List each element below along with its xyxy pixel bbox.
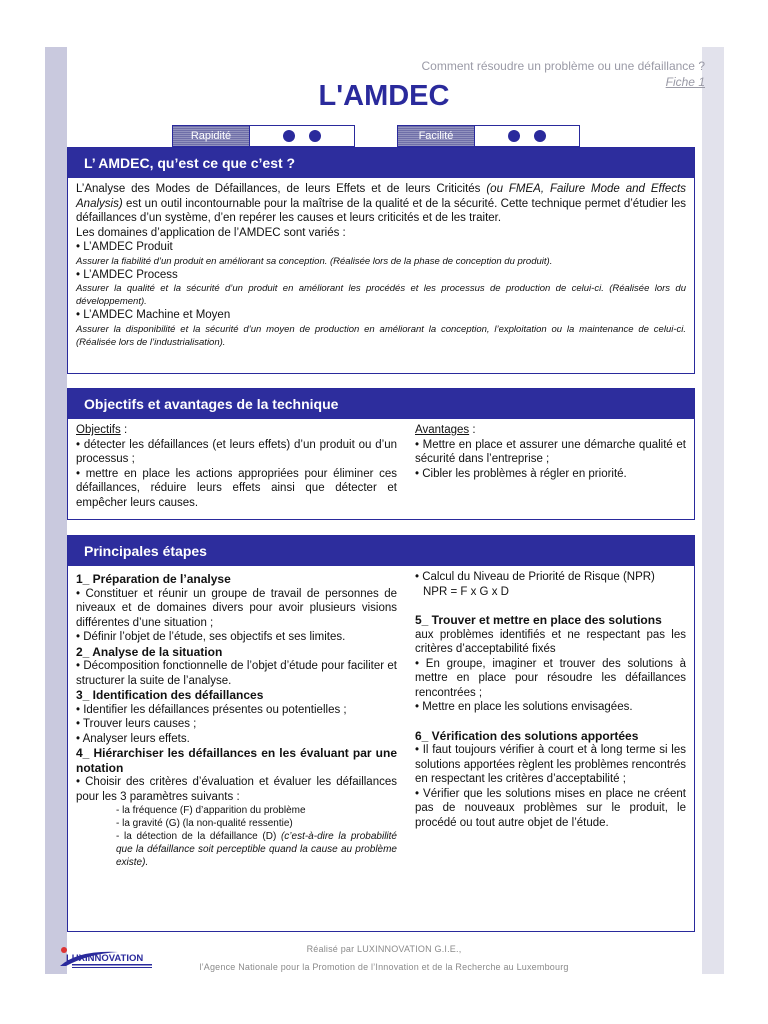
step-item: • Vérifier que les solutions mises en place ne créent pas de nouveaux problèmes sur le produit, le procédé ou tout autre objet de l’étude.	[415, 787, 686, 829]
logo-text: LUXINNOVATION	[66, 953, 144, 964]
parameter-note: (c’est-à-dire la probabilité que la défaillance soit perceptible quand la cause au problème existe).	[116, 831, 397, 868]
footer-agency: l’Agence Nationale pour la Promotion de l’Innovation et de la Recherche au Luxembourg	[199, 962, 569, 972]
objectives-label: Objectifs	[76, 424, 121, 436]
step-item: • Il faut toujours vérifier à court et à long terme si les solutions apportées règlent les problèmes rencontrés en respectant les critères d’acceptabilité ;	[415, 744, 686, 785]
rapidite-dots	[250, 126, 354, 146]
fiche-link[interactable]: Fiche 1	[665, 75, 705, 89]
npr-item: • Calcul du Niveau de Priorité de Risque (NPR)	[415, 571, 655, 583]
facilite-dots	[475, 126, 579, 146]
objectives-column: Objectifs : • détecter les défaillances (et leurs effets) d’un produit ou d’un processus ; • mettre en place les actions appropriées pour éliminer ces défaillances, réduire leurs effets ainsi que détecter et empêcher leurs causes.	[76, 424, 397, 509]
facilite-rating	[397, 125, 580, 147]
intro-text: L’Analyse des Modes de Défaillances, de leurs Effets et de leurs Criticités	[76, 183, 487, 195]
advantages-label: Avantages	[415, 424, 470, 436]
parameter-item	[76, 830, 397, 869]
page-title: L'AMDEC	[318, 80, 450, 112]
rating-dot	[309, 130, 321, 142]
section-objectives	[67, 388, 695, 520]
parameter-text: - la détection de la défaillance (D)	[116, 831, 281, 842]
intro-acronym: (ou FMEA, Failure Mode and Effects Analysis)	[76, 183, 686, 210]
step-heading: 2_ Analyse de la situation	[76, 644, 223, 659]
domain-note: Assurer la qualité et la sécurité d’un produit en améliorant les procédés et les processus de production de celui-ci. (Réalisée lors du développement).	[76, 283, 686, 307]
facilite-label: Facilité	[398, 126, 475, 146]
steps-left-column	[76, 570, 415, 869]
rapidite-label: Rapidité	[173, 126, 250, 146]
domain-note: Assurer la disponibilité et la sécurité d’un moyen de production en améliorant la conception, l’exploitation ou la maintenance de celui-ci. (Réalisée lors de l’industrialisation).	[76, 323, 686, 348]
parameter-item: - la fréquence (F) d’apparition du problème	[116, 805, 306, 816]
step-heading: 1_ Préparation de l’analyse	[76, 572, 231, 586]
rating-dot	[508, 130, 520, 142]
domain-item: • L’AMDEC Produit	[76, 241, 173, 253]
advantage-item: • Mettre en place et assurer une démarche qualité et sécurité dans l’entreprise ;	[415, 438, 686, 465]
step-heading: 6_ Vérification des solutions apportées	[415, 728, 639, 743]
npr-formula: NPR = F x G x D	[423, 585, 509, 598]
section-body	[68, 566, 694, 873]
section-title: L’ AMDEC, qu’est ce que c’est ?	[68, 148, 694, 178]
step-item: • Mettre en place les solutions envisagées.	[415, 701, 633, 713]
section-steps	[67, 535, 695, 932]
intro-paragraph	[76, 182, 686, 226]
advantages-column: Avantages : • Mettre en place et assurer une démarche qualité et sécurité dans l’entreprise ; • Cibler les problèmes à régler en priorité.	[415, 424, 686, 480]
step-item: • Trouver leurs causes ;	[76, 718, 197, 730]
section-definition	[67, 147, 695, 374]
step-heading: 4_ Hiérarchiser les défaillances en les évaluant par une notation	[76, 746, 397, 775]
step-item: • Choisir des critères d’évaluation et évaluer les défaillances pour les 3 paramètres suivants :	[76, 776, 397, 803]
domain-item: • L’AMDEC Process	[76, 268, 178, 281]
rating-dot	[283, 130, 295, 142]
step-item: aux problèmes identifiés et ne respectant pas les critères d’acceptabilité fixés	[415, 628, 686, 655]
rapidite-rating	[172, 125, 355, 147]
steps-right-column	[415, 570, 686, 869]
step-item: • Identifier les défaillances présentes ou potentielles ;	[76, 703, 347, 716]
step-item: • Analyser leurs effets.	[76, 732, 190, 745]
intro-text-end: est un outil incontournable pour la maîtrise de la qualité et de la sécurité. Cette technique permet d’étudier les défaillances d’un système, d’en repérer les causes et leurs criticités et de les traiter.	[76, 197, 686, 224]
step-heading: 3_ Identification des défaillances	[76, 688, 264, 702]
footer-credit: Réalisé par LUXINNOVATION G.I.E.,	[306, 944, 462, 954]
domain-item: • L’AMDEC Machine et Moyen	[76, 309, 231, 321]
section-body	[68, 178, 694, 353]
advantage-item: • Cibler les problèmes à régler en priorité.	[415, 467, 627, 480]
section-body	[68, 419, 694, 514]
objective-item: • mettre en place les actions appropriées pour éliminer ces défaillances, réduire leurs effets ainsi que détecter et empêcher leurs causes.	[76, 467, 397, 509]
parameter-item: - la gravité (G) (la non-qualité ressentie)	[116, 818, 293, 829]
step-item: • En groupe, imaginer et trouver des solutions à mettre en place pour résoudre les défaillances rencontrées ;	[415, 657, 686, 699]
step-heading: 5_ Trouver et mettre en place des solutions	[415, 613, 662, 627]
step-item: • Constituer et réunir un groupe de travail de personnes de niveaux et de domaines divers pour avoir plusieurs visions différentes d’une situation ;	[76, 587, 397, 629]
rating-dot	[534, 130, 546, 142]
domain-note: Assurer la fiabilité d’un produit en améliorant sa conception. (Réalisée lors de la phase de conception du produit).	[76, 255, 553, 267]
page-question: Comment résoudre un problème ou une défaillance ?	[421, 59, 705, 73]
step-item: • Définir l’objet de l’étude, ses objectifs et ses limites.	[76, 631, 346, 643]
section-title: Objectifs et avantages de la technique	[68, 389, 694, 419]
domains-heading: Les domaines d’application de l’AMDEC sont variés :	[76, 226, 346, 239]
section-title: Principales étapes	[68, 536, 694, 566]
step-item: • Décomposition fonctionnelle de l’objet d’étude pour faciliter et structurer la suite de l’analyse.	[76, 660, 397, 687]
objective-item: • détecter les défaillances (et leurs effets) d’un produit ou d’un processus ;	[76, 438, 397, 465]
